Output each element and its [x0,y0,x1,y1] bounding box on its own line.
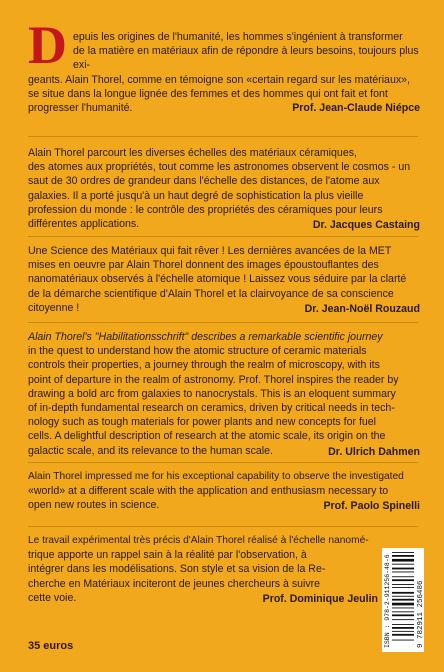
signature: Prof. Jean-Claude Niépce [292,102,420,115]
signature: Dr. Jacques Castaing [312,219,420,232]
barcode-bar [392,631,414,632]
blurb-line: trique apporte un rappel sain à la réalité par l'observation, à [28,549,307,562]
blurb-line: Alain Thorel parcourt les diverses échelles des matériaux céramiques, [28,147,357,159]
drop-cap: D [28,15,67,75]
blurb-line-text: Alain Thorel's "Habilitationsschrift" describes a remarkable scientific journey [28,331,383,343]
blurb-line: of in-depth fundamental research on ceramics, driven by critical needs in tech- [28,402,395,415]
signature: Dr. Ulrich Dahmen [328,445,420,458]
barcode-bar [392,634,414,636]
blurb-line: geants. Alain Thorel, comme en témoigne son «certain regard sur les matériaux», [28,73,410,86]
barcode-bar [392,608,414,609]
barcode-bar [392,568,414,570]
barcode-digits: 9 782911 256486 [417,580,425,648]
barcode-bar [392,584,414,585]
blurb-line: point of departure in the realm of astronomy. Prof. Thorel inspires the reader by [28,373,399,386]
blurb-line: Alain Thorel impressed me for his exceptional capability to observe the investigated [28,471,404,482]
blurb-castaing [28,146,420,232]
blurb-line: nology such as tough materials for power plants and new concepts for fuel [28,416,377,429]
blurb-line: des atomes aux propriétés, tout comme les astronomes observent le cosmos - un [28,161,411,174]
barcode-bar [392,603,414,606]
separator-line [28,462,418,463]
blurb-line: mises en oeuvre par Alain Thorel donnent des images époustouflantes des [28,259,379,272]
blurb-line: différentes applications. [28,218,140,231]
blurb-line: «world» at a different scale with the application and enthusiasm necessary to [28,485,389,498]
blurb-jeulin [28,534,378,606]
barcode-bar [392,587,414,588]
blurb-line: cherche en Matériaux inciteront de jeunes chercheurs à suivre [28,577,321,590]
blurb-niepce [28,15,420,115]
blurb-line: galactic scale, and its relevance to the human scale. [28,444,273,457]
blurb-line: se situe dans la longue lignée des femmes et des hommes qui ont fait et font [28,87,388,100]
barcode-bar [392,611,414,612]
barcode-bar [392,599,414,601]
separator-line [28,136,418,137]
separator-line [28,236,418,237]
barcode [382,548,424,652]
blurb-line: controls their properties, a journey through the realm of microscopy, with its [28,359,380,372]
signature: Prof. Paolo Spinelli [323,500,420,513]
barcode-bar [392,564,414,565]
barcode-bars [392,552,414,641]
blurb-line: in the quest to understand how the atomic structure of ceramic materials [28,345,367,358]
blurb-line: intégrer dans les modélisations. Son style et sa vision de la Re- [28,563,326,576]
blurb-line: epuis les origines de l'humanité, les hommes s'ingénient à transformer [73,31,403,43]
blurb-line: saut de 30 ordres de grandeur dans l'échelle des distances, de l'atome aux [28,175,380,188]
barcode-bar [392,552,414,553]
barcode-bar [392,640,414,641]
barcode-bar [392,624,414,625]
separator-line [28,322,418,323]
blurb-line: profession du monde : le contrôle des propriétés des céramiques pour leurs [28,203,383,216]
blurb-line [28,330,420,344]
blurb-line: progresser l'humanité. [28,102,133,115]
blurb-rouzaud [28,244,420,316]
blurb-line: cette voie. [28,591,77,604]
blurb-line: citoyenne ! [28,301,80,314]
barcode-bar [392,559,414,562]
barcode-bar [392,576,414,577]
barcode-bar [392,614,414,616]
barcode-bar [392,555,414,557]
blurb-line: Le travail expérimental très précis d'Alain Thorel réalisé à l'échelle nanomé- [28,535,369,546]
blurb-spinelli [28,470,420,514]
blurb-line: de la démarche scientifique d'Alain Thorel et la clairvoyance de sa conscience [28,287,394,300]
isbn-label: ISBN : 978-2-911256-48-6 [384,554,391,648]
blurb-line: open new routes in science. [28,499,160,512]
barcode-graphic [382,548,424,652]
blurb-line: cells. A delightful description of research at the atomic scale, its origin on the [28,430,386,443]
barcode-bar [392,592,414,594]
blurb-dahmen [28,330,420,459]
blurb-line: de la matière en matériaux afin de répondre à leurs besoins, toujours plus exi- [73,45,419,72]
separator-line [28,526,418,527]
barcode-bar [392,596,414,597]
blurb-line: nanomatériaux observés à l'échelle atomique ! Laissez vous séduire par la clarté [28,273,407,286]
price-label: 35 euros [28,640,74,652]
barcode-bar [392,579,414,581]
barcode-bar [392,627,414,629]
blurb-line: galaxies. Il a porté jusqu'à un haut degré de sophistication la plus vieille [28,189,364,202]
barcode-bar [392,572,414,573]
barcode-bar [392,619,414,620]
signature: Dr. Jean-Noël Rouzaud [304,302,420,315]
blurb-line: drawing a bold arc from galaxies to nanocrystals. This is an eloquent summary [28,387,396,400]
signature: Prof. Dominique Jeulin [262,592,378,605]
blurb-line: Une Science des Matériaux qui fait rêver ! Les dernières avancées de la MET [28,245,392,257]
